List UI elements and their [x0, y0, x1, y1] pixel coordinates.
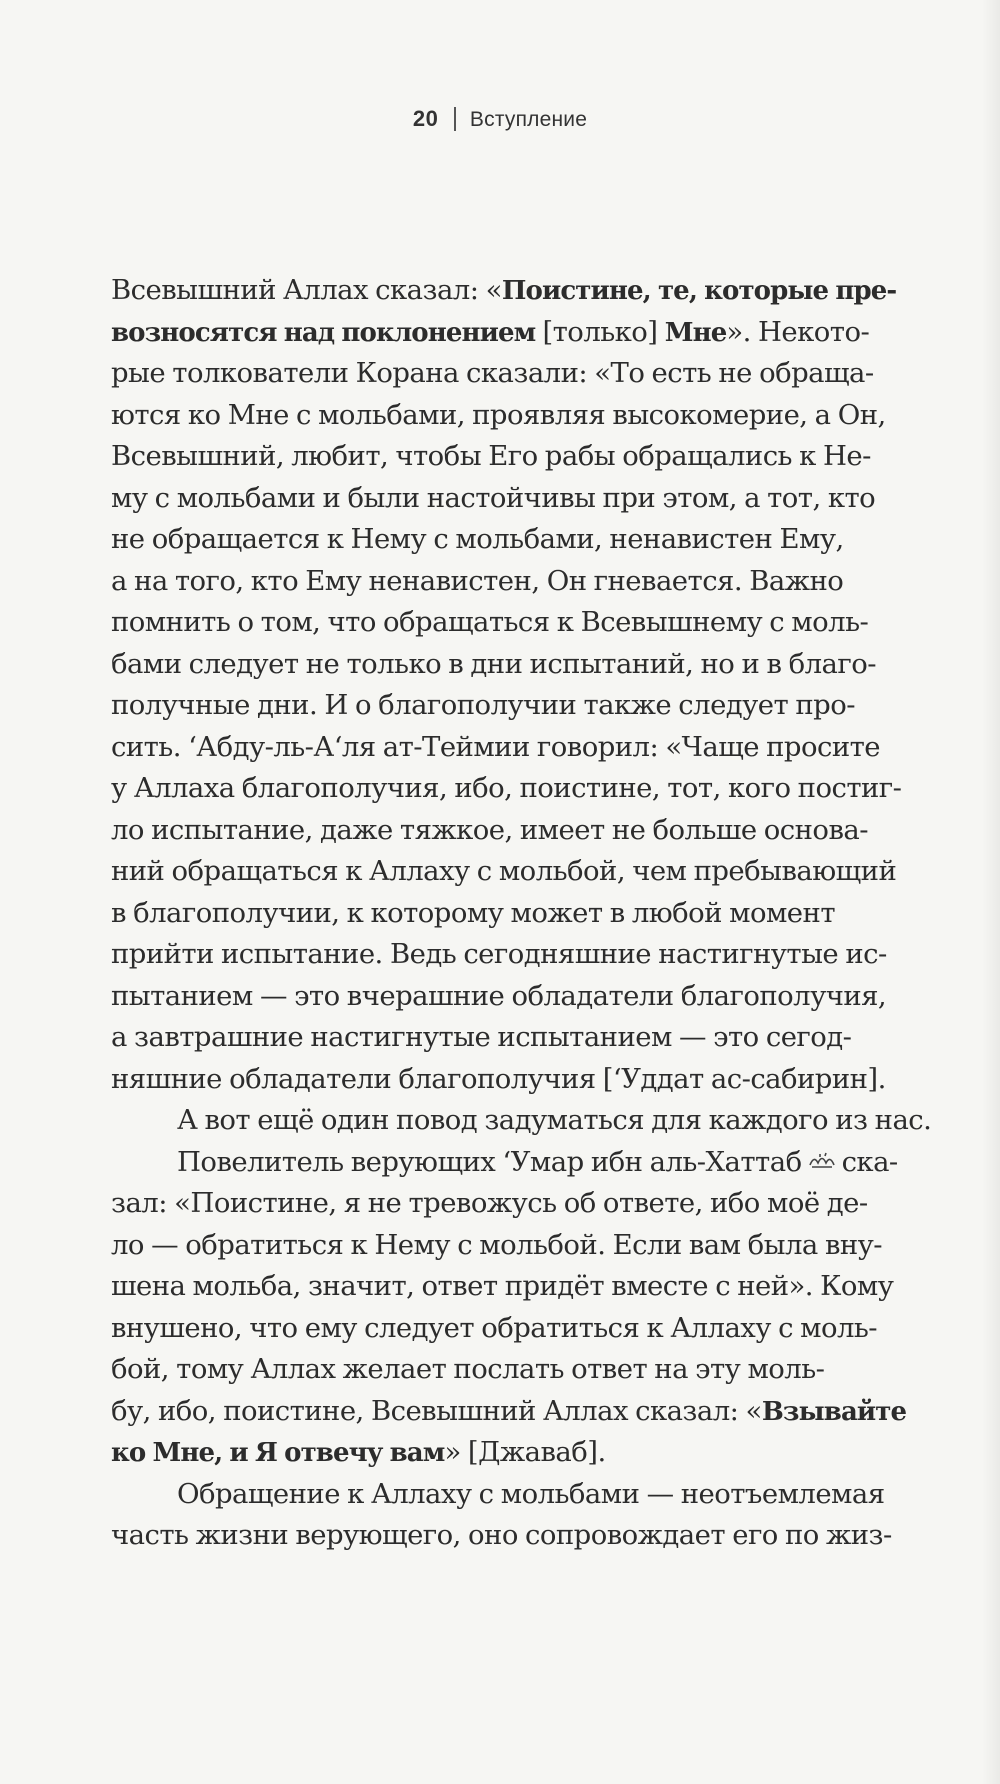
quran-quote-segment: Поистине, те, которые пре- — [501, 276, 897, 306]
text-line: няшние обладатели благополучия [‘Уддат ас-сабирин]. — [111, 1062, 886, 1095]
text-line — [111, 312, 911, 354]
text-line: Всевышний, любит, чтобы Его рабы обращались к Не- — [111, 440, 871, 472]
text-line: ло — обратиться к Нему с мольбой. Если вам была вну- — [111, 1228, 883, 1261]
text-line: часть жизни верующего, оно сопровождает его по жиз- — [111, 1519, 892, 1551]
text-segment: ». Некото- — [726, 315, 870, 348]
quran-quote-segment: ко Мне, и Я отвечу вам — [111, 1438, 445, 1468]
text-line: прийти испытание. Ведь сегодняшние настигнутые ис- — [111, 938, 887, 970]
text-line: сить. ‘Абду-ль-А‘ля ат-Теймии говорил: «Чаще просите — [111, 730, 881, 763]
text-line: в благополучии, к которому может в любой момент — [111, 896, 835, 929]
text-line — [111, 1432, 911, 1474]
text-line: внушено, что ему следует обратиться к Аллаху с моль- — [111, 1311, 878, 1344]
header-separator — [454, 107, 456, 131]
text-line: ло испытание, даже тяжкое, имеет не больше основа- — [111, 813, 868, 846]
text-line: бами следует не только в дни испытаний, но и в благо- — [111, 647, 876, 680]
text-line: шена мольба, значит, ответ придёт вместе с ней». Кому — [111, 1270, 894, 1302]
text-line: не обращается к Нему с мольбами, ненавистен Ему, — [111, 523, 844, 555]
text-segment: Повелитель верующих ‘Умар ибн аль-Хаттаб — [177, 1145, 802, 1178]
text-segment: » [Джаваб]. — [444, 1436, 606, 1468]
text-line: пытанием — это вчерашние обладатели благополучия, — [111, 979, 887, 1012]
text-line: зал: «Поистине, я не тревожусь об ответе, ибо моё де- — [111, 1187, 868, 1219]
text-line: рые толкователи Корана сказали: «То есть не обраща- — [111, 357, 874, 389]
text-segment: бу, ибо, поистине, Всевышний Аллах сказал: « — [111, 1394, 762, 1427]
body-text — [111, 270, 932, 1557]
text-segment: ска- — [841, 1145, 898, 1178]
honorific-ligature-icon — [808, 1151, 836, 1169]
text-line: у Аллаха благополучия, ибо, поистине, тот, кого постиг- — [111, 772, 902, 804]
text-line: му с мольбами и были настойчивы при этом, а тот, кто — [111, 481, 876, 514]
text-line: Обращение к Аллаху с мольбами — неотъемлемая — [177, 1477, 885, 1510]
running-header — [0, 104, 1000, 135]
quran-quote-segment: возносятся над поклонением — [111, 317, 543, 348]
text-segment: [только] — [542, 315, 665, 348]
text-line: помнить о том, что обращаться к Всевышнему с моль- — [111, 606, 869, 638]
text-line — [111, 270, 911, 312]
quran-quote-segment: Мне — [664, 317, 727, 348]
section-title: Вступление — [469, 108, 588, 131]
text-line: ются ко Мне с мольбами, проявляя высокомерие, а Он, — [111, 398, 886, 431]
quran-quote-segment: Взывайте — [761, 1396, 907, 1427]
text-segment: Всевышний Аллах сказал: « — [111, 274, 502, 306]
text-line — [111, 1142, 911, 1184]
page-number: 20 — [412, 106, 439, 131]
text-line: а завтрашние настигнутые испытанием — это сегод- — [111, 1021, 852, 1053]
text-line — [111, 1391, 911, 1433]
page-edge-shadow — [982, 0, 1000, 1784]
text-line: бой, тому Аллах желает послать ответ на эту моль- — [111, 1353, 825, 1385]
text-line: ний обращаться к Аллаху с мольбой, чем пребывающий — [111, 855, 897, 887]
text-line: получные дни. И о благополучии также следует про- — [111, 689, 855, 721]
text-line: а на того, кто Ему ненавистен, Он гневается. Важно — [111, 564, 844, 597]
text-line: А вот ещё один повод задуматься для каждого из нас. — [177, 1104, 932, 1136]
